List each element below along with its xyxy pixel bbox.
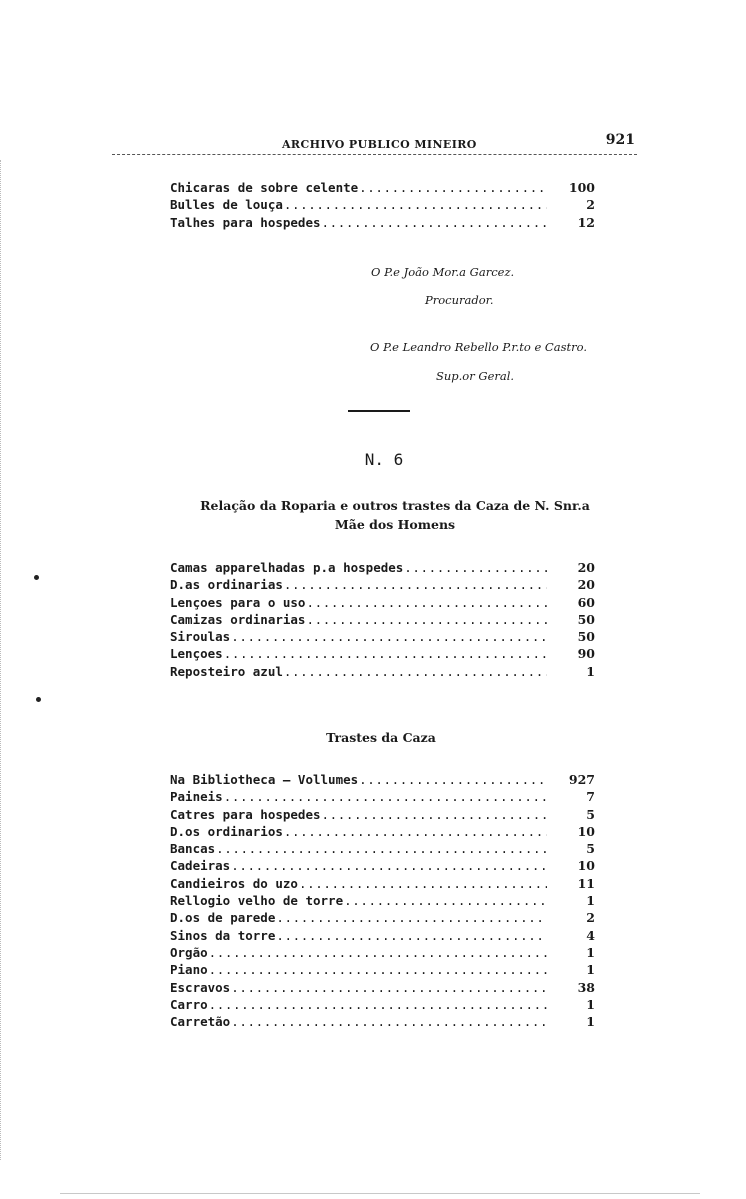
leader-dots — [276, 928, 547, 943]
item-quantity: 10 — [577, 858, 595, 874]
item-quantity: 90 — [577, 646, 595, 662]
item-quantity: 5 — [586, 841, 595, 857]
item-quantity: 2 — [586, 910, 595, 926]
item-quantity: 10 — [577, 823, 595, 839]
leader-dots — [224, 789, 547, 804]
item-label: Reposteiro azul — [170, 663, 283, 679]
list-item — [170, 1014, 595, 1031]
item-quantity: 1 — [586, 962, 595, 978]
item-label: Lençoes para o uso — [170, 594, 306, 610]
trastes-list — [170, 772, 595, 1031]
page-bottom-edge — [60, 1193, 700, 1194]
list-item — [170, 612, 595, 629]
leader-dots — [404, 560, 547, 575]
item-label: Lençoes — [170, 646, 223, 662]
leader-dots — [322, 215, 547, 230]
roparia-list — [170, 560, 595, 681]
item-quantity: 50 — [577, 611, 595, 627]
item-label: Siroulas — [170, 629, 231, 645]
list-item — [170, 876, 595, 893]
item-label: D.os ordinarios — [170, 823, 283, 839]
signature-procurador-name: O P.e João Mor.a Garcez. — [371, 265, 515, 279]
item-quantity: 1 — [586, 996, 595, 1012]
leader-dots — [276, 910, 547, 925]
leader-dots — [209, 962, 547, 977]
item-quantity: 11 — [577, 875, 595, 891]
item-label: Paineis — [170, 789, 223, 805]
item-label: Camizas ordinarias — [170, 611, 306, 627]
item-label: Talhes para hospedes — [170, 214, 321, 230]
item-quantity: 7 — [586, 789, 595, 805]
running-header — [170, 132, 635, 154]
leader-dots — [306, 595, 547, 610]
leader-dots — [209, 945, 547, 960]
page-number: 921 — [605, 132, 635, 148]
list-item — [170, 858, 595, 875]
item-quantity: 1 — [586, 1014, 595, 1030]
list-item — [170, 664, 595, 681]
leader-dots — [231, 629, 547, 644]
item-label: Escravos — [170, 979, 231, 995]
subsection-title: Trastes da Caza — [326, 730, 436, 745]
item-quantity: 38 — [577, 979, 595, 995]
leader-dots — [216, 841, 547, 856]
item-quantity: 50 — [577, 629, 595, 645]
section-title-line-1: Relação da Roparia e outros trastes da Caza de N. Snr.a — [200, 498, 590, 513]
item-label: Candieiros do uzo — [170, 875, 298, 891]
signature-superior-name: O P.e Leandro Rebello P.r.to e Castro. — [370, 340, 587, 354]
list-item — [170, 646, 595, 663]
header-rule — [112, 154, 637, 155]
item-quantity: 1 — [586, 663, 595, 679]
item-label: Piano — [170, 962, 208, 978]
leader-dots — [284, 577, 547, 592]
leader-dots — [284, 664, 547, 679]
section-number: N. 6 — [364, 450, 404, 469]
list-item — [170, 197, 595, 214]
leader-dots — [359, 180, 547, 195]
list-item — [170, 789, 595, 806]
item-quantity: 1 — [586, 944, 595, 960]
item-quantity: 4 — [586, 927, 595, 943]
signature-superior-role: Sup.or Geral. — [436, 369, 515, 383]
page-edge-shadow — [0, 160, 1, 1160]
inventory-list-top — [170, 180, 595, 232]
item-label: Sinos da torre — [170, 927, 276, 943]
leader-dots — [231, 1014, 547, 1029]
item-label: Bulles de louça — [170, 197, 283, 213]
margin-mark — [34, 575, 39, 580]
leader-dots — [306, 612, 547, 627]
header-title: ARCHIVO PUBLICO MINEIRO — [282, 138, 477, 151]
item-label: D.os de parede — [170, 910, 276, 926]
leader-dots — [344, 893, 547, 908]
leader-dots — [359, 772, 547, 787]
list-item — [170, 180, 595, 197]
list-item — [170, 928, 595, 945]
leader-dots — [231, 980, 547, 995]
item-label: Bancas — [170, 841, 216, 857]
list-item — [170, 807, 595, 824]
section-divider — [348, 410, 410, 412]
item-label: Orgão — [170, 944, 208, 960]
item-quantity: 20 — [577, 577, 595, 593]
list-item — [170, 997, 595, 1014]
leader-dots — [224, 646, 547, 661]
list-item — [170, 962, 595, 979]
item-label: Carro — [170, 996, 208, 1012]
item-label: Na Bibliotheca — Vollumes — [170, 772, 359, 787]
item-label: Rellogio velho de torre — [170, 893, 344, 909]
list-item — [170, 910, 595, 927]
list-item — [170, 215, 595, 232]
item-label: Catres para hospedes — [170, 806, 321, 822]
leader-dots — [209, 997, 547, 1012]
list-item — [170, 841, 595, 858]
list-item — [170, 945, 595, 962]
item-quantity: 5 — [586, 806, 595, 822]
item-quantity: 20 — [577, 560, 595, 575]
item-quantity: 927 — [568, 772, 595, 787]
leader-dots — [284, 824, 547, 839]
item-quantity: 1 — [586, 893, 595, 909]
item-label: Chicaras de sobre celente — [170, 180, 359, 195]
leader-dots — [322, 807, 547, 822]
section-title — [120, 496, 670, 534]
item-label: D.as ordinarias — [170, 577, 283, 593]
section-title-line-2: Mãe dos Homens — [334, 517, 456, 532]
item-quantity: 12 — [577, 214, 595, 230]
margin-mark — [36, 697, 41, 702]
item-label: Camas apparelhadas p.a hospedes — [170, 560, 404, 575]
leader-dots — [299, 876, 547, 891]
list-item — [170, 560, 595, 577]
list-item — [170, 577, 595, 594]
item-label: Carretão — [170, 1014, 231, 1030]
list-item — [170, 772, 595, 789]
leader-dots — [231, 858, 547, 873]
item-label: Cadeiras — [170, 858, 231, 874]
list-item — [170, 595, 595, 612]
item-quantity: 60 — [577, 594, 595, 610]
item-quantity: 100 — [568, 180, 595, 195]
list-item — [170, 980, 595, 997]
list-item — [170, 629, 595, 646]
item-quantity: 2 — [586, 197, 595, 213]
leader-dots — [284, 197, 547, 212]
signature-procurador-role: Procurador. — [425, 293, 494, 307]
list-item — [170, 824, 595, 841]
list-item — [170, 893, 595, 910]
